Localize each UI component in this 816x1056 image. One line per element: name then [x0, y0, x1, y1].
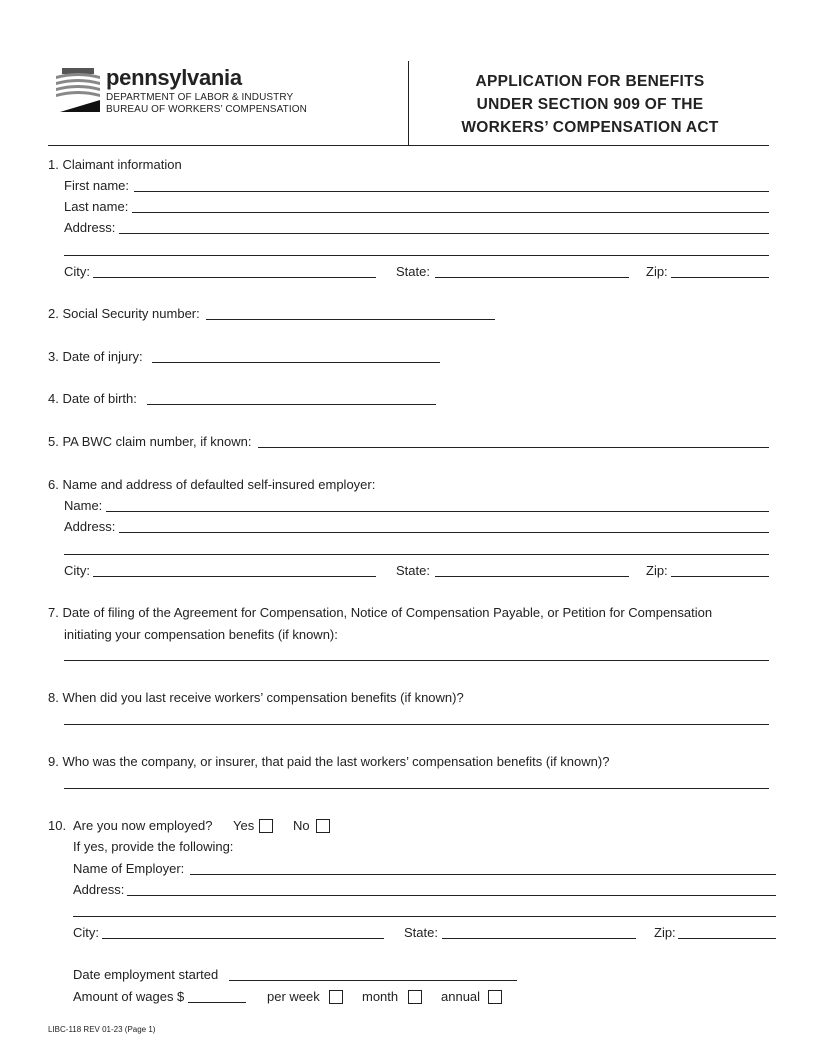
current-employer-address-field-2[interactable]	[73, 916, 776, 917]
q10-number: 10.	[48, 818, 67, 833]
employer-zip-label: Zip:	[646, 563, 668, 578]
employed-yes-checkbox[interactable]	[259, 819, 273, 833]
employer-state-label: State:	[396, 563, 430, 578]
claimant-address-field[interactable]	[119, 233, 769, 234]
current-employer-zip-label: Zip:	[654, 925, 676, 940]
employer-city-field[interactable]	[93, 576, 376, 577]
claim-number-label: 5. PA BWC claim number, if known:	[48, 434, 252, 449]
header-divider	[408, 61, 409, 145]
employer-address-field[interactable]	[119, 532, 769, 533]
employed-question: Are you now employed?	[73, 818, 213, 833]
claimant-city-field[interactable]	[93, 277, 376, 278]
claimant-address-label: Address:	[64, 220, 116, 235]
date-started-field[interactable]	[229, 980, 517, 981]
claimant-zip-label: Zip:	[646, 264, 668, 279]
form-id: LIBC-118 REV 01-23 (Page 1)	[48, 1025, 156, 1034]
current-employer-state-label: State:	[404, 925, 438, 940]
claimant-zip-field[interactable]	[671, 277, 769, 278]
current-employer-label: Name of Employer:	[73, 861, 185, 876]
employer-zip-field[interactable]	[671, 576, 769, 577]
claimant-state-field[interactable]	[435, 277, 629, 278]
current-employer-field[interactable]	[190, 874, 776, 875]
wages-field[interactable]	[188, 1002, 246, 1003]
q7-label-line1: 7. Date of filing of the Agreement for Compensation, Notice of Compensation Payable, or Petition for Compensation	[48, 605, 713, 620]
header-rule	[48, 145, 769, 146]
current-employer-zip-field[interactable]	[678, 938, 776, 939]
per-month-label: month	[362, 989, 399, 1004]
per-month-checkbox[interactable]	[408, 990, 422, 1004]
filing-date-field[interactable]	[64, 660, 769, 661]
employer-name-label: Name:	[64, 498, 103, 513]
first-name-label: First name:	[64, 178, 130, 193]
title-line-2: UNDER SECTION 909 OF THE	[476, 96, 704, 113]
title-line-1: APPLICATION FOR BENEFITS	[475, 73, 705, 90]
current-employer-address-label: Address:	[73, 882, 125, 897]
employed-yes-label: Yes	[233, 818, 255, 833]
claimant-address-field-2[interactable]	[64, 255, 769, 256]
q6-heading: 6. Name and address of defaulted self-insured employer:	[48, 477, 376, 492]
employer-state-field[interactable]	[435, 576, 629, 577]
date-of-injury-field[interactable]	[152, 362, 440, 363]
employed-no-label: No	[293, 818, 310, 833]
employer-name-field[interactable]	[106, 511, 769, 512]
form-title	[410, 70, 770, 139]
per-week-label: per week	[267, 989, 320, 1004]
per-week-checkbox[interactable]	[329, 990, 343, 1004]
q9-label: 9. Who was the company, or insurer, that paid the last workers’ compensation benefits (if known)?	[48, 754, 610, 769]
annual-checkbox[interactable]	[488, 990, 502, 1004]
agency-name: pennsylvania	[106, 65, 242, 90]
date-started-label: Date employment started	[73, 967, 219, 982]
employer-address-label: Address:	[64, 519, 116, 534]
pa-logo	[52, 66, 104, 114]
current-employer-city-field[interactable]	[102, 938, 384, 939]
date-of-injury-label: 3. Date of injury:	[48, 349, 143, 364]
last-insurer-field[interactable]	[64, 788, 769, 789]
keystone-logo-icon	[52, 66, 104, 114]
current-employer-state-field[interactable]	[442, 938, 636, 939]
ssn-label: 2. Social Security number:	[48, 306, 200, 321]
claim-number-field[interactable]	[258, 447, 769, 448]
title-line-3: WORKERS’ COMPENSATION ACT	[461, 119, 719, 136]
date-of-birth-label: 4. Date of birth:	[48, 391, 137, 406]
department-name: DEPARTMENT OF LABOR & INDUSTRY	[106, 92, 294, 103]
last-name-label: Last name:	[64, 199, 129, 214]
employer-address-field-2[interactable]	[64, 554, 769, 555]
bureau-name: BUREAU OF WORKERS’ COMPENSATION	[106, 104, 307, 115]
employed-no-checkbox[interactable]	[316, 819, 330, 833]
annual-label: annual	[441, 989, 481, 1004]
q1-heading: 1. Claimant information	[48, 157, 182, 172]
date-of-birth-field[interactable]	[147, 404, 436, 405]
first-name-field[interactable]	[134, 191, 769, 192]
last-name-field[interactable]	[132, 212, 769, 213]
last-benefits-field[interactable]	[64, 724, 769, 725]
wages-label: Amount of wages $	[73, 989, 185, 1004]
employer-city-label: City:	[64, 563, 90, 578]
if-yes-note: If yes, provide the following:	[73, 839, 234, 854]
q7-label-line2: initiating your compensation benefits (if known):	[64, 627, 338, 642]
ssn-field[interactable]	[206, 319, 495, 320]
current-employer-address-field[interactable]	[127, 895, 776, 896]
q8-label: 8. When did you last receive workers’ compensation benefits (if known)?	[48, 690, 464, 705]
claimant-state-label: State:	[396, 264, 430, 279]
current-employer-city-label: City:	[73, 925, 99, 940]
claimant-city-label: City:	[64, 264, 90, 279]
